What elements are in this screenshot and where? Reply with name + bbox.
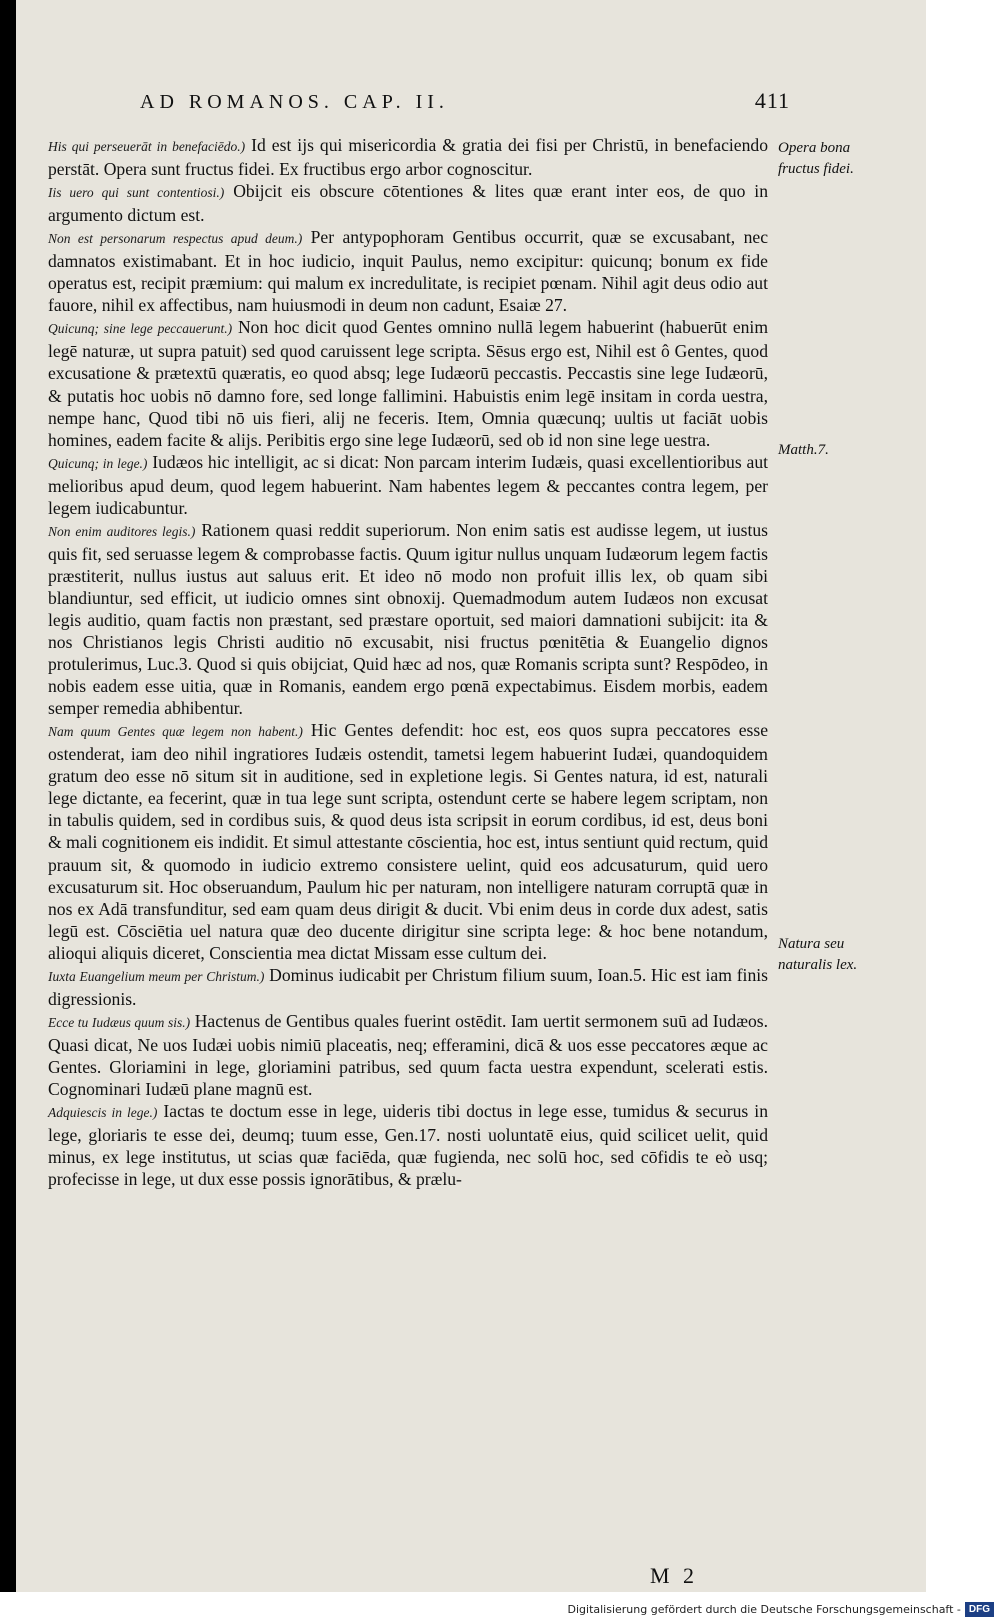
paragraph: [48, 519, 768, 719]
paragraph-text: Iactas te doctum esse in lege, uideris tibi doctus in lege esse, tumidus & securus in lege, gloriaris te esse dei, deumq; tuum esse, Gen.17. nosti uoluntatē eius, quid scilicet uelit, quid minus, ex lege institutus, ut scias quæ faciēda, quæ fugienda, nec solū hoc, sed cōfidis te eò usq; profecisse in lege, ut dux esse possis ignorātibus, & prælu-: [48, 1101, 768, 1190]
paragraph-text: Per antypophoram Gentibus occurrit, quæ se excusabant, nec damnatos existimabant. Et in hoc iudicio, inquit Paulus, nemo excipitur: quicunq; bonum ex fide operatus est, recipit præmium: qui malum ex incredulitate, is recipiet pœnam. Nihil agit deus odio aut fauore, nihil ex affectibus, nam huiusmodi in deum non cadunt, Esaiæ 27.: [48, 227, 769, 316]
lemma: Non est personarum respectus apud deum.): [48, 231, 303, 247]
lemma: Quicunq; in lege.): [48, 455, 148, 471]
margin-note: Matth.7.: [778, 442, 829, 458]
footer-credit: Digitalisierung gefördert durch die Deutsche Forschungsgemeinschaft -: [567, 1602, 961, 1616]
paragraph-text: Iudæos hic intelligit, ac si dicat: Non parcam interim Iudæis, quasi excellentioribus aut melioribus apud deum, quod legem habuerint. Nam habentes legem & peccantes contra legem, per legem iudicabuntur.: [48, 451, 769, 518]
scan-black-edge: [0, 0, 16, 1592]
running-header: [140, 88, 790, 114]
paragraph: [48, 1010, 768, 1100]
commentary-text: [48, 134, 768, 1190]
margin-note: Natura seu naturalis lex.: [778, 936, 858, 973]
paragraph-text: Non hoc dicit quod Gentes omnino nullā legem habuerint (habuerūt enim legē naturæ, ut supra patuit) sed quod caruissent lege scripta. Sēsus ergo est, Nihil est ô Gentes, quod excusatione & prætextū quæratis, eo quod absq; lege Iudæorū peccastis. Peccastis sine lege Iudæorū, & putatis hoc uobis nō damno fore, sed longe fallimini. Habuistis enim legē insitam in corda uestra, nempe hanc, Quod tibi nō uis fieri, alij ne feceris. Item, Omnia quæcunq; uultis ut faciāt uobis homines, eadem facite & alijs. Peribitis ergo sine lege Iudæorū, sed ob id non sine lege uestra.: [48, 317, 769, 450]
lemma: Nam quum Gentes quæ legem non habent.): [48, 724, 303, 740]
paragraph: [48, 316, 768, 450]
digitization-footer: [0, 1596, 1000, 1622]
lemma: Adquiescis in lege.): [48, 1105, 158, 1121]
lemma: Ecce tu Iudæus quum sis.): [48, 1014, 191, 1030]
lemma: His qui perseuerāt in benefaciēdo.): [48, 139, 246, 154]
lemma: Iuxta Euangelium meum per Christum.): [48, 968, 265, 984]
paragraph: [48, 226, 768, 316]
paragraph: [48, 964, 768, 1010]
paragraph: [48, 180, 768, 226]
paragraph-text: Hactenus de Gentibus quales fuerint ostēdit. Iam uertit sermonem suū ad Iudæos. Quasi dicat, Ne uos Iudæi uobis nimiū placeatis, neq; efferamini, dicā & uos esse peccatores æque ac Gentes. Gloriamini in lege, gloriamini patribus, sed quum facta uestra expendunt, scelerati estis. Cognominari Iudæū plane magnū est.: [48, 1010, 768, 1099]
paragraph-text: Hic Gentes defendit: hoc est, eos quos supra peccatores esse ostenderat, iam deo nihil ingratiores Iudæis ostendit, tametsi legem habuerint Iudæi, quandoquidem gratum deo esse nō situm sit in auditione, sed in expletione legis. Si Gentes natura, id est, naturali lege dictante, ea fecerint, quæ in tua lege sunt scripta, ostendunt certe se habere legem scriptam, non in tabulis quidem, sed in cordibus suis, & quod deus ista scripsit in eorum cordibus, id est, deus boni & mali cognitionem eis indidit. Et simul attestante cōscientia, hoc est, intus sentiunt quid rectum, quid prauum sit, & quomodo in iudicio extremo consistere uelint, quid eos adcusaturum, quid uero excusaturum sit. Hoc obseruandum, Paulum hic per naturam, non intelligere naturam corruptā quæ in nos ex Adā transfunditur, sed eam quam deus dirigit & ducit. Vbi enim deus in corde dux adest, satis legū est. Cōsciētia uel natura quæ deo ducente dirigitur sine scripta lege: & hoc bene notandum, alioqui aliquis diceret, Conscientia mea dictat Missam esse cultum dei.: [48, 720, 769, 963]
margin-note: Opera bona fructus fidei.: [778, 140, 854, 177]
paragraph-text: Rationem quasi reddit superiorum. Non enim satis est audisse legem, ut iustus quis fit, sed seruasse legem & comprobasse factis. Quum igitur nullus unquam Iudæorum legem factis præstiterit, nullus iustus aut saluus erit. Et ideo nō modo non profuit illis lex, ob quam sibi blandiuntur, sed efficit, ut iudicio omnes sint obnoxij. Quemadmodum autem Iudæos non excusat legis auditio, quam factis non præstant, sed præstare oportuit, sed maiori damnationi subijcit: ita & nos Christianos legis Christi auditio nō excusabit, nisi fructus pœnitētia & Euangelio dignos protulerimus, Luc.3. Quod si quis obijciat, Quid hæc ad nos, quæ Romanis scripta sunt? Respōdeo, in nobis eadem esse uitia, quæ in Romanis, eandem ergo pœnā expectabimus. Eisdem morbis, eadem semper remedia abhibentur.: [48, 519, 768, 719]
paragraph-text: Dominus iudicabit per Christum filium suum, Ioan.5. Hic est iam finis digressionis.: [48, 964, 768, 1009]
lemma: Non enim auditores legis.): [48, 523, 196, 539]
paragraph: [48, 1100, 768, 1190]
paragraph-text: Id est ijs qui misericordia & gratia dei fisi per Christū, in benefaciendo perstāt. Opera sunt fructus fidei. Ex fructibus ergo arbor cognoscitur.: [48, 135, 768, 180]
signature-mark: M 2: [650, 1563, 699, 1588]
lemma: Quicunq; sine lege peccauerunt.): [48, 321, 233, 337]
paragraph: [48, 134, 768, 180]
paragraph: [48, 451, 768, 519]
page-margin: [926, 0, 1000, 1592]
lemma: Iis uero qui sunt contentiosi.): [48, 185, 225, 201]
page-number: 411: [754, 88, 790, 113]
dfg-logo: DFG: [965, 1602, 994, 1617]
paragraph: [48, 719, 768, 964]
running-head-title: AD ROMANOS. CAP. II.: [140, 91, 449, 113]
paragraph-text: Obijcit eis obscure cōtentiones & lites quæ erant inter eos, de quo in argumento dictum est.: [48, 181, 768, 226]
